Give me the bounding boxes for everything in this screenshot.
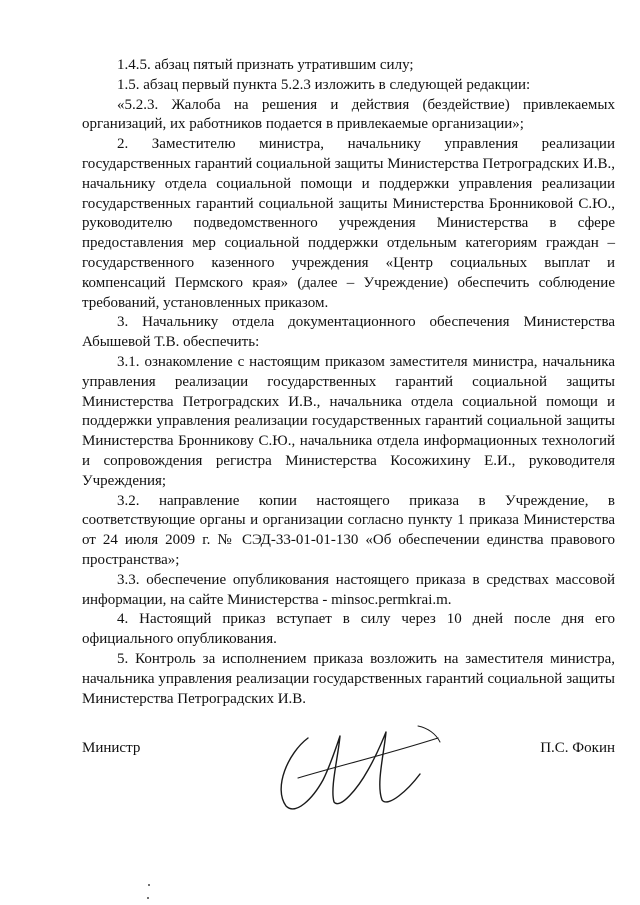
position-title: Министр — [82, 740, 141, 756]
paragraph-5-2-3-quote: «5.2.3. Жалоба на решения и действия (бездействие) привлекаемых организаций, их работников подается в привлекаемые организации»; — [82, 96, 615, 133]
paragraph-1-4-5: 1.4.5. абзац пятый признать утратившим силу; — [117, 57, 414, 73]
paragraph-1-5: 1.5. абзац первый пункта 5.2.3 изложить в следующей редакции: — [117, 76, 531, 93]
paragraph-3-3: 3.3. обеспечение опубликования настоящего приказа в средствах массовой информации, на сайте Министерства - minsoc.permkrai.m. — [82, 571, 615, 608]
paragraph-2: 2. Заместителю министра, начальнику управления реализации государственных гарантий социальной защиты Министерства Петроградских И.В., начальнику отдела социальной помощи и поддержки управления реализации государственных гарантий социальной защиты Министерства Бронниковой С.Ю., руководителю подведомственного учреждения Министерства в сфере предоставления мер социальной поддержки отдельным категориям граждан – государственного казенного учреждения «Центр социальных выплат и компенсаций Пермского края» (далее – Учреждение) обеспечить соблюдение требований, установленных приказом. — [82, 136, 616, 311]
handwritten-signature — [268, 718, 448, 818]
paragraph-3-1: 3.1. ознакомление с настоящим приказом заместителя министра, начальника управления реализации государственных гарантий социальной защиты Министерства Петроградских И.В., начальника отдела социальной помощи и поддержки управления реализации государственных гарантий социальной защиты Министерства Бронникову С.Ю., начальника отдела информационных технологий и сопровождения регистра Министерства Косожихину Е.И., руководителя Учреждения; — [82, 353, 615, 489]
paragraph-3: 3. Начальнику отдела документационного обеспечения Министерства Абышевой Т.В. обеспечить: — [82, 314, 615, 351]
paragraph-3-2: 3.2. направление копии настоящего приказа в Учреждение, в соответствующие органы и организации согласно пункту 1 приказа Министерства от 24 июля 2009 г. № СЭД-33-01-01-130 «Об обеспечении единства правового пространства»; — [82, 492, 615, 568]
scan-speck — [147, 897, 149, 899]
document-body — [82, 56, 615, 709]
paragraph-4: 4. Настоящий приказ вступает в силу через 10 дней после дня его официального опубликования. — [82, 611, 615, 648]
signer-name: П.С. Фокин — [540, 740, 615, 756]
scan-speck — [148, 884, 150, 886]
paragraph-5: 5. Контроль за исполнением приказа возложить на заместителя министра, начальника управления реализации государственных гарантий социальной защиты Министерства Петроградских И.В. — [82, 650, 615, 707]
